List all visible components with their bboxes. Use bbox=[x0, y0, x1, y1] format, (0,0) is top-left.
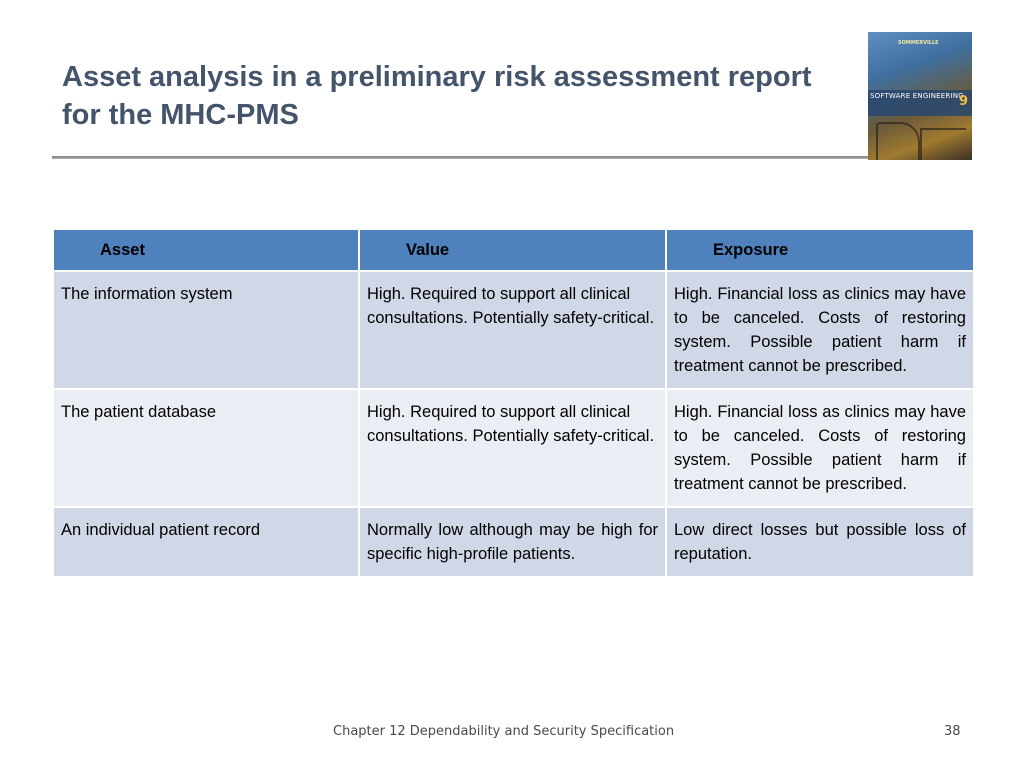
cell-asset: An individual patient record bbox=[53, 507, 359, 577]
cell-exposure: High. Financial loss as clinics may have to be canceled. Costs of restoring system. Possible patient harm if treatment cannot be prescribed. bbox=[666, 389, 974, 507]
header-asset: Asset bbox=[53, 229, 359, 271]
cell-exposure: High. Financial loss as clinics may have to be canceled. Costs of restoring system. Possible patient harm if treatment cannot be prescribed. bbox=[666, 271, 974, 389]
table-header-row bbox=[53, 229, 974, 271]
table-row bbox=[53, 507, 974, 577]
cell-exposure: Low direct losses but possible loss of reputation. bbox=[666, 507, 974, 577]
page-number: 38 bbox=[944, 724, 961, 739]
slide-footer: Chapter 12 Dependability and Security Specification bbox=[333, 724, 675, 739]
title-divider bbox=[52, 156, 868, 159]
table-row bbox=[53, 271, 974, 389]
asset-analysis-table bbox=[52, 228, 975, 578]
header-value: Value bbox=[359, 229, 666, 271]
book-cover-image bbox=[868, 32, 972, 160]
cell-asset: The information system bbox=[53, 271, 359, 389]
book-cover-edition: 9 bbox=[958, 94, 968, 109]
book-cover-structure bbox=[876, 122, 920, 160]
book-cover-structure bbox=[920, 128, 966, 160]
header-exposure: Exposure bbox=[666, 229, 974, 271]
cell-value: High. Required to support all clinical consultations. Potentially safety-critical. bbox=[359, 271, 666, 389]
slide-title: Asset analysis in a preliminary risk assessment report for the MHC-PMS bbox=[62, 61, 812, 131]
book-cover-author: SOMMERVILLE bbox=[898, 40, 939, 46]
table-row bbox=[53, 389, 974, 507]
cell-value: Normally low although may be high for specific high-profile patients. bbox=[359, 507, 666, 577]
book-cover-title: SOFTWARE ENGINEERING bbox=[870, 92, 964, 100]
cell-value: High. Required to support all clinical consultations. Potentially safety-critical. bbox=[359, 389, 666, 507]
cell-asset: The patient database bbox=[53, 389, 359, 507]
